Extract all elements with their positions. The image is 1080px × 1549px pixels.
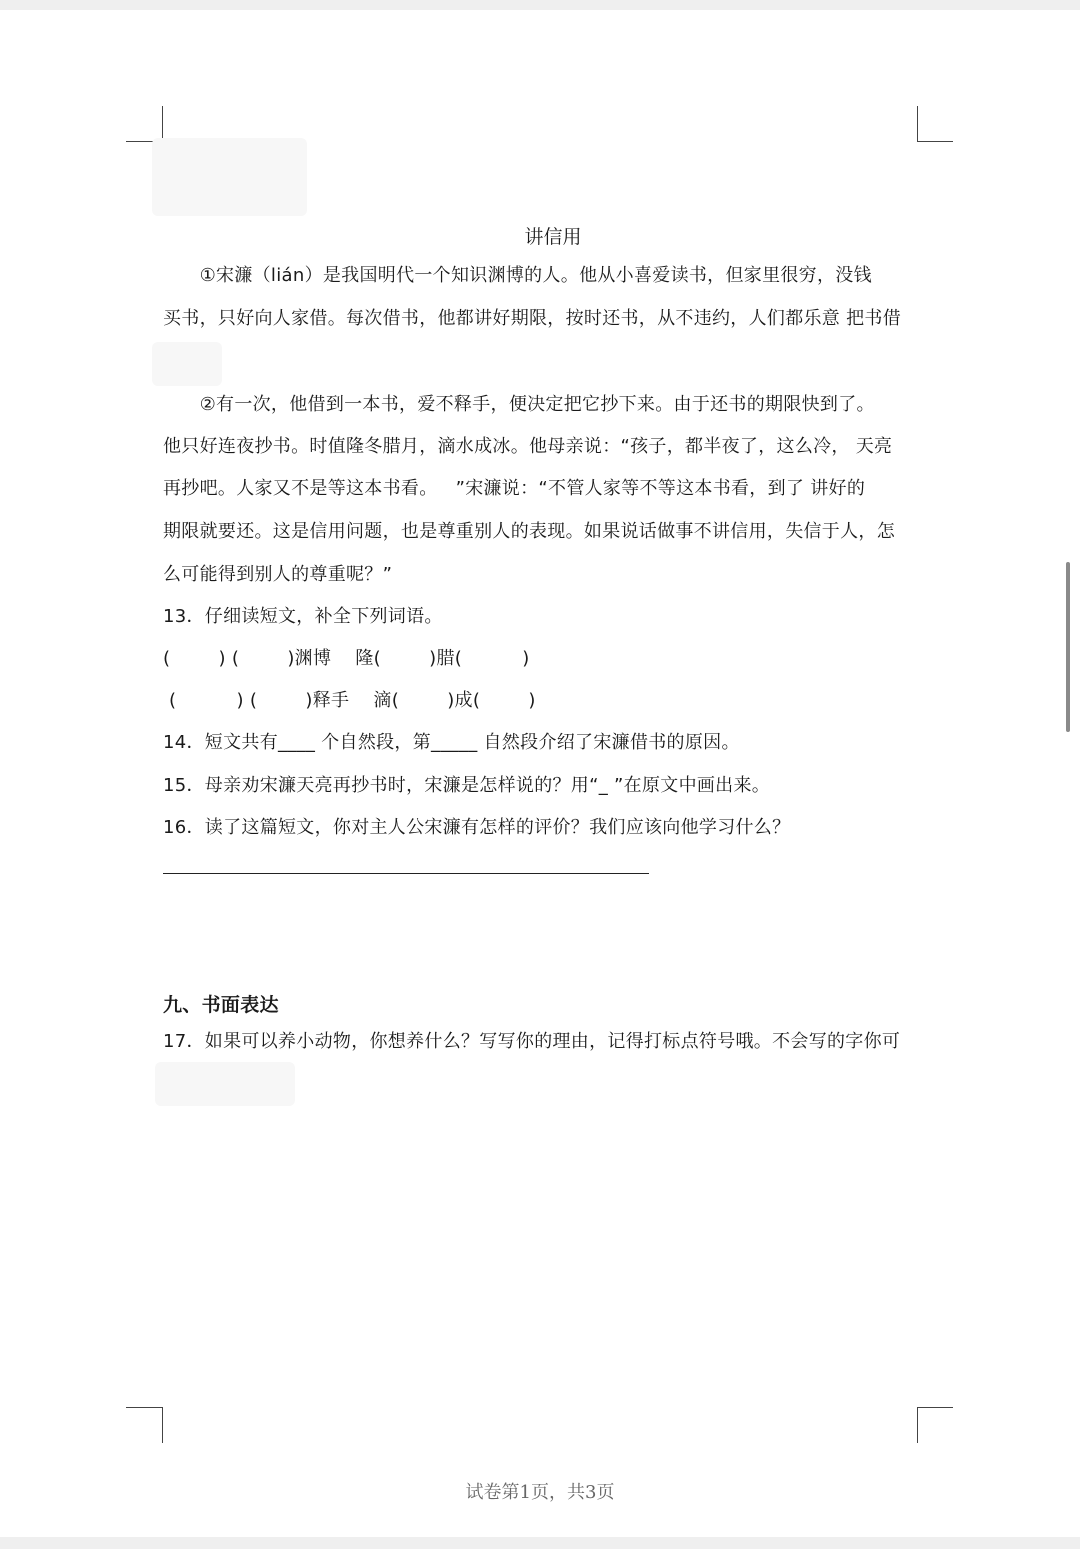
crop-mark-bottom-left-h bbox=[126, 1407, 162, 1408]
document-page bbox=[0, 10, 1080, 1537]
crop-mark-bottom-right-v bbox=[917, 1407, 918, 1443]
passage-line: ①宋濂（lián）是我国明代一个知识渊博的人。他从小喜爱读书，但家里很穷，没钱 bbox=[163, 265, 872, 286]
question-15: 15．母亲劝宋濂天亮再抄书时，宋濂是怎样说的？用“_ ”在原文中画出来。 bbox=[163, 775, 771, 796]
crop-mark-top-left-v bbox=[162, 106, 163, 142]
crop-mark-top-right-v bbox=[917, 106, 918, 142]
passage-line: ②有一次，他借到一本书，爱不释手，便决定把它抄下来。由于还书的期限快到了。 bbox=[163, 394, 875, 415]
page-footer: 试卷第1页，共3页 bbox=[465, 1482, 615, 1503]
passage-title: 讲信用 bbox=[524, 226, 582, 248]
question-13: 13．仔细读短文，补全下列词语。 bbox=[163, 606, 443, 627]
crop-mark-bottom-right-h bbox=[918, 1407, 953, 1408]
question-14: 14．短文共有____ 个自然段，第_____ 自然段介绍了宋濂借书的原因。 bbox=[163, 732, 740, 753]
passage-line: 再抄吧。人家又不是等这本书看。 ”宋濂说：“不管人家等不等这本书看，到了 讲好的 bbox=[163, 478, 866, 499]
crop-mark-bottom-left-v bbox=[162, 1407, 163, 1443]
blurred-region bbox=[152, 342, 222, 386]
question-17: 17．如果可以养小动物，你想养什么？写写你的理由，记得打标点符号哦。不会写的字你可 bbox=[163, 1031, 901, 1052]
passage-line: 他只好连夜抄书。时值隆冬腊月，滴水成冰。他母亲说：“孩子，都半夜了，这么冷， 天亮 bbox=[163, 436, 893, 457]
question-13-blanks-row-2: ( ) ( )释手 滴( )成( ) bbox=[163, 690, 536, 711]
section-heading: 九、书面表达 bbox=[163, 994, 279, 1016]
passage-line: 期限就要还。这是信用问题，也是尊重别人的表现。如果说话做事不讲信用，失信于人，怎 bbox=[163, 521, 895, 542]
question-16: 16．读了这篇短文，你对主人公宋濂有怎样的评价？我们应该向他学习什么？ bbox=[163, 817, 791, 838]
vertical-scrollbar[interactable] bbox=[1066, 562, 1070, 732]
passage-line: 买书，只好向人家借。每次借书，他都讲好期限，按时还书，从不违约，人们都乐意 把书借 bbox=[163, 308, 902, 329]
crop-mark-top-right-h bbox=[918, 141, 953, 142]
blurred-region bbox=[152, 138, 307, 216]
passage-line: 么可能得到别人的尊重呢？” bbox=[163, 564, 393, 585]
question-13-blanks-row-1: ( ) ( )渊博 隆( )腊( ) bbox=[163, 648, 530, 669]
blurred-region bbox=[155, 1062, 295, 1106]
answer-line bbox=[163, 873, 649, 874]
